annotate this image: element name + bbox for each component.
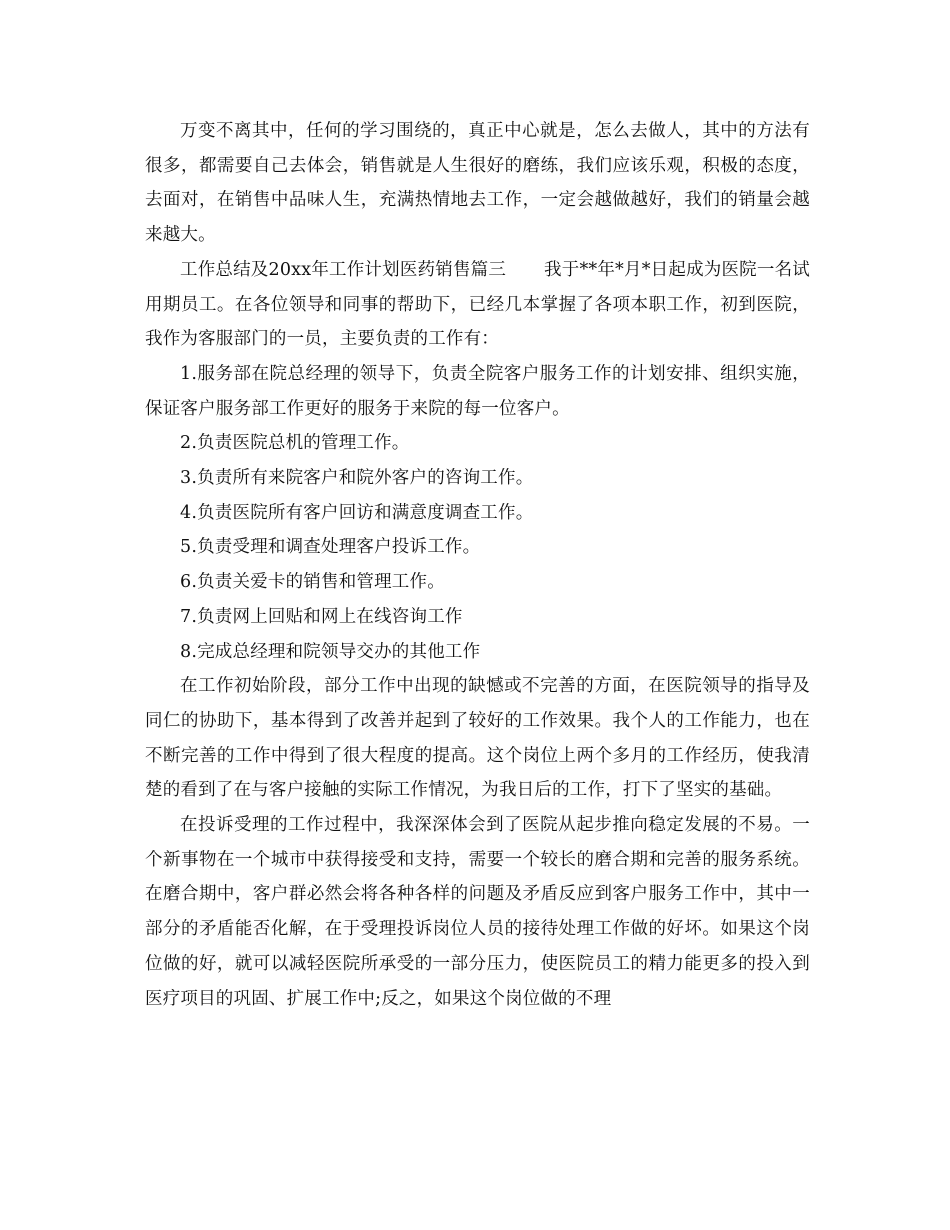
list-item-3: 3.负责所有来院客户和院外客户的咨询工作。	[180, 468, 534, 489]
paragraph-intro: 万变不离其中，任何的学习围绕的，真正中心就是，怎么去做人，其中的方法有很多，都需要自己去体会，销售就是人生很好的磨练，我们应该乐观，积极的态度，去面对，在销售中品味人生，充满热情地去工作，一定会越做越好，我们的销量会越来越大。	[145, 121, 810, 246]
document-body	[145, 114, 810, 1016]
list-item-5: 5.负责受理和调查处理客户投诉工作。	[180, 537, 481, 558]
section-intro-text: 我于**年*月*日起成为医院一名试用期员工。在各位领导和同事的帮助下，已经几本掌握了各项本职工作，初到医院，我作为客服部门的一员，主要负责的工作有：	[145, 259, 810, 350]
list-item-2: 2.负责医院总机的管理工作。	[180, 433, 410, 454]
paragraph-section-heading	[145, 253, 810, 357]
section-title: 工作总结及20xx年工作计划医药销售篇三	[180, 259, 507, 280]
list-item-8: 8.完成总经理和院领导交办的其他工作	[180, 641, 481, 662]
paragraph-initial-stage: 在工作初始阶段，部分工作中出现的缺憾或不完善的方面，在医院领导的指导及同仁的协助下，基本得到了改善并起到了较好的工作效果。我个人的工作能力，也在不断完善的工作中得到了很大程度的提高。这个岗位上两个多月的工作经历，使我清楚的看到了在与客户接触的实际工作情况，为我日后的工作，打下了坚实的基础。	[145, 676, 810, 801]
list-item-4: 4.负责医院所有客户回访和满意度调查工作。	[180, 502, 534, 523]
list-item-1: 1.服务部在院总经理的领导下，负责全院客户服务工作的计划安排、组织实施，保证客户服务部工作更好的服务于来院的每一位客户。	[145, 363, 810, 419]
paragraph-complaint-handling: 在投诉受理的工作过程中，我深深体会到了医院从起步推向稳定发展的不易。一个新事物在一个城市中获得接受和支持，需要一个较长的磨合期和完善的服务系统。在磨合期中，客户群必然会将各种各样的问题及矛盾反应到客户服务工作中，其中一部分的矛盾能否化解，在于受理投诉岗位人员的接待处理工作做的好坏。如果这个岗位做的好，就可以减轻医院所承受的一部分压力，使医院员工的精力能更多的投入到医疗项目的巩固、扩展工作中;反之，如果这个岗位做的不理	[145, 815, 810, 1009]
list-item-7: 7.负责网上回贴和网上在线咨询工作	[180, 606, 463, 627]
list-item-6: 6.负责关爱卡的销售和管理工作。	[180, 572, 445, 593]
